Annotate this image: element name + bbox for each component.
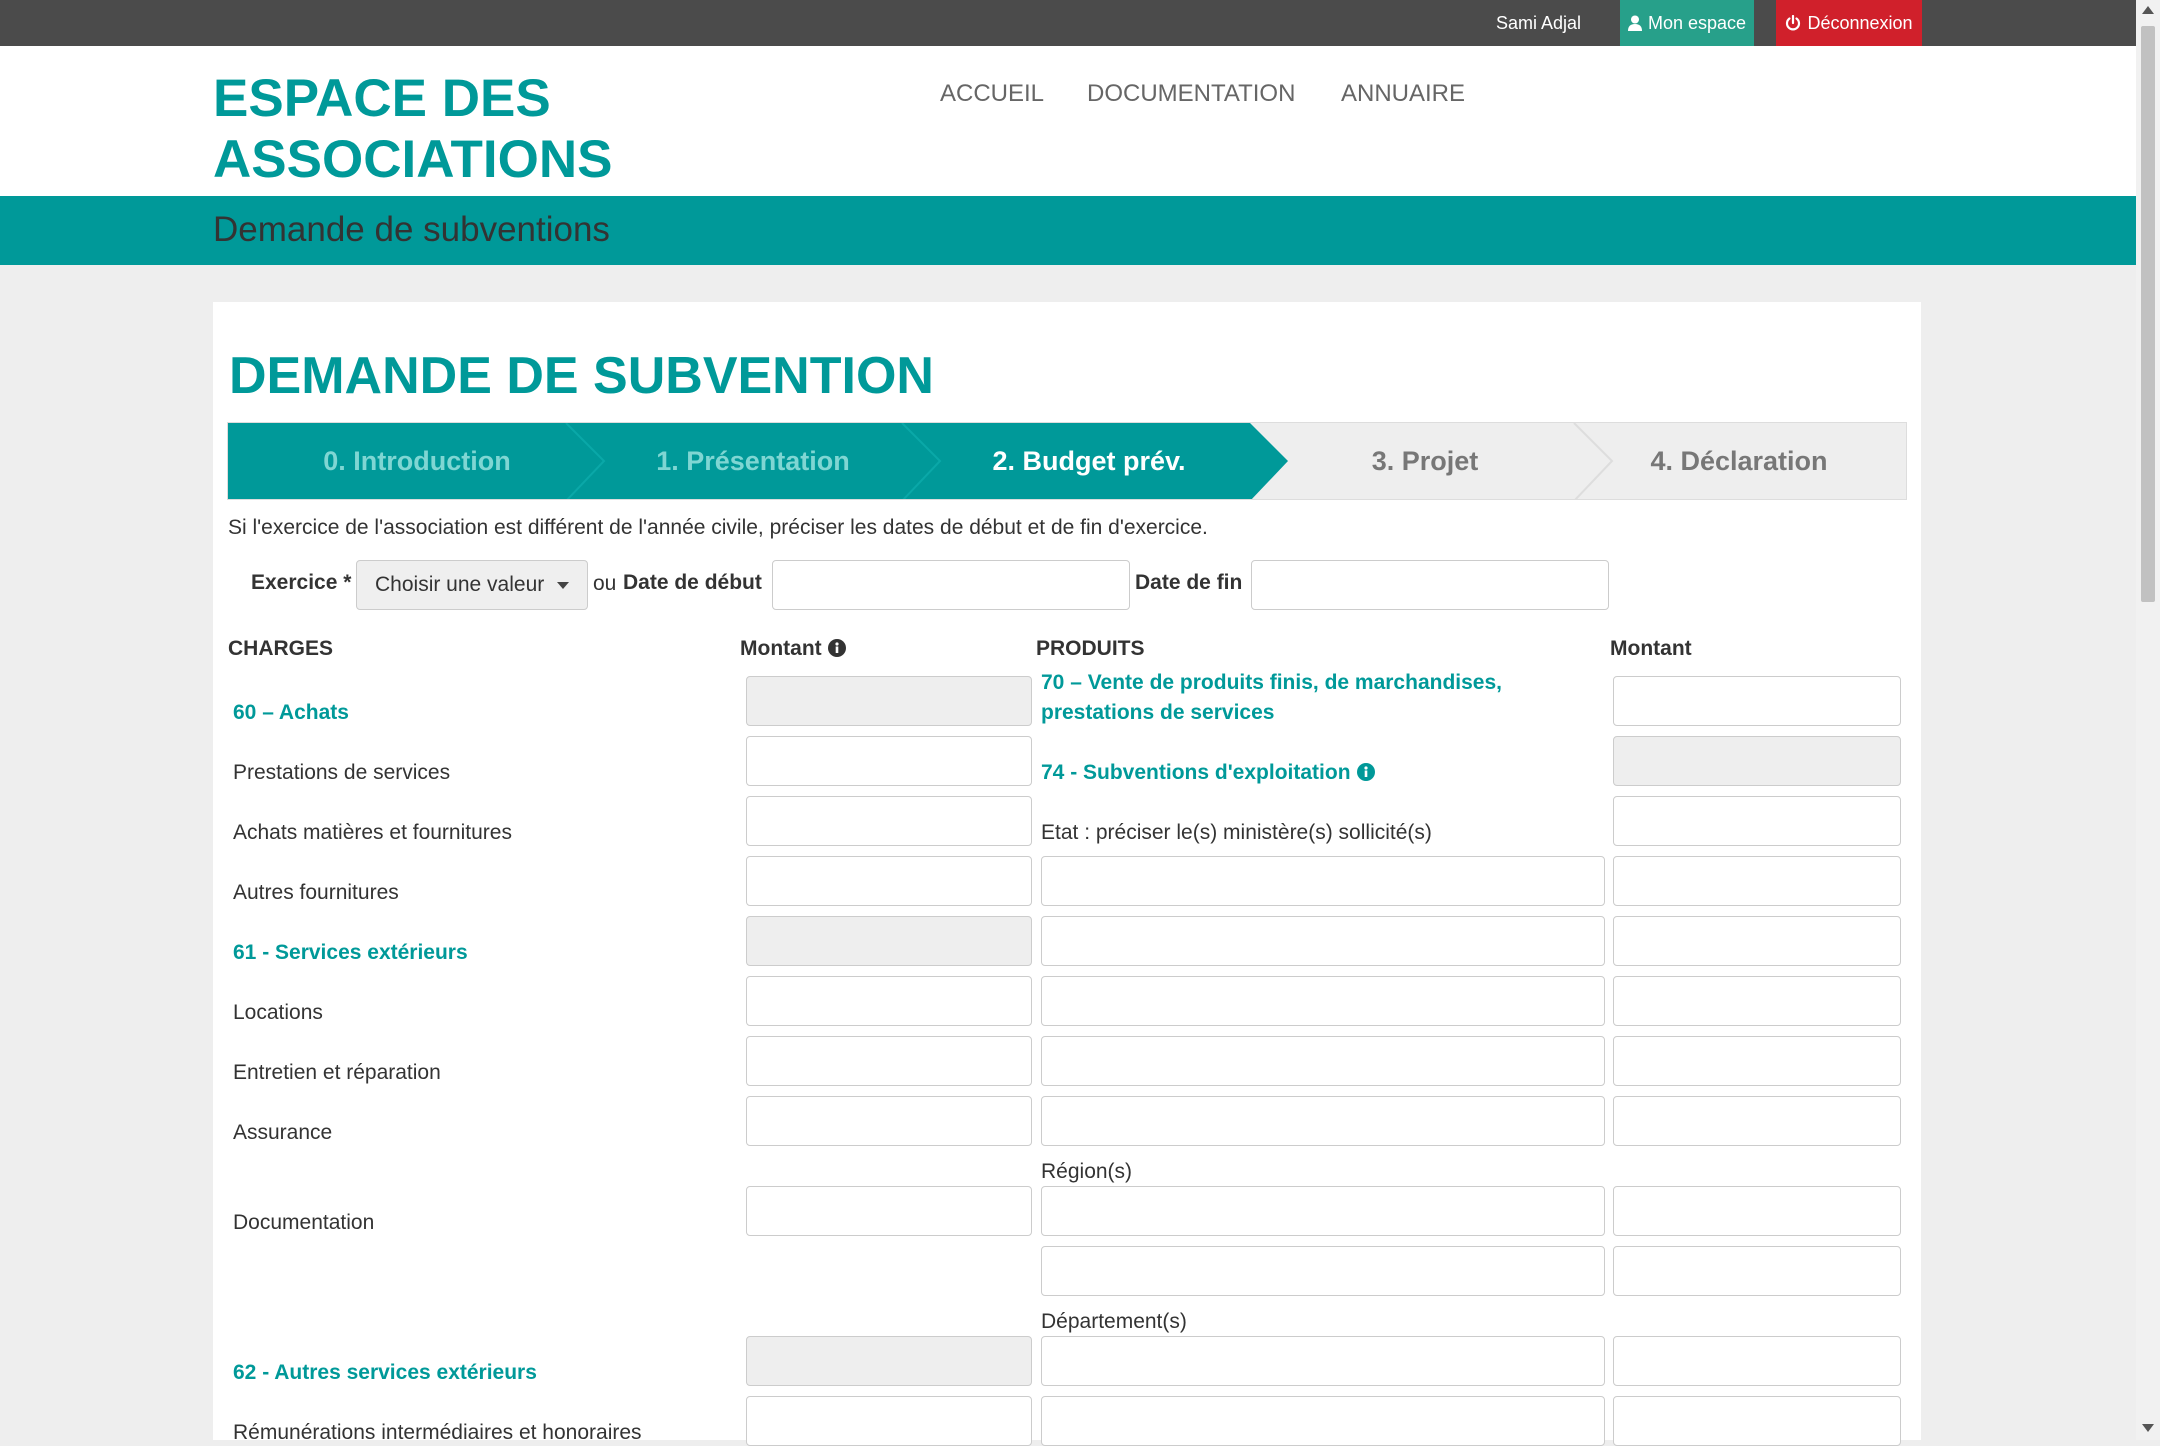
or-label: ou bbox=[593, 572, 617, 595]
montant-header-label: Montant bbox=[740, 637, 822, 660]
intro-text: Si l'exercice de l'association est différent de l'année civile, préciser les dates de début et de fin d'exercice. bbox=[228, 516, 1208, 539]
etat-name-input[interactable] bbox=[1041, 856, 1605, 906]
etat-name-input[interactable] bbox=[1041, 1096, 1605, 1146]
banner-title: Demande de subventions bbox=[213, 210, 610, 249]
departement-name-input[interactable] bbox=[1041, 1336, 1605, 1386]
site-header bbox=[0, 46, 2136, 196]
departement-name-input[interactable] bbox=[1041, 1396, 1605, 1446]
charge-label-documentation: Documentation bbox=[233, 1211, 375, 1234]
scroll-up-arrow-icon[interactable] bbox=[2142, 6, 2154, 14]
produit-amount-etat[interactable] bbox=[1613, 856, 1901, 906]
produit-label-region: Région(s) bbox=[1041, 1160, 1133, 1183]
produit-amount-70[interactable] bbox=[1613, 676, 1901, 726]
nav-annuaire[interactable]: ANNUAIRE bbox=[1341, 80, 1466, 107]
exercice-select[interactable] bbox=[356, 560, 588, 610]
region-name-input[interactable] bbox=[1041, 1186, 1605, 1236]
top-bar bbox=[0, 0, 2136, 46]
produit-label-74 bbox=[1041, 761, 1375, 785]
wizard-steps bbox=[227, 422, 1907, 500]
montant-header-charges bbox=[740, 637, 846, 661]
produit-amount-departement[interactable] bbox=[1613, 1336, 1901, 1386]
produit-label-70-line1: 70 – Vente de produits finis, de marchandises, bbox=[1041, 671, 1502, 694]
step-declaration[interactable]: 4. Déclaration bbox=[1650, 446, 1828, 476]
produit-label-70-line2: prestations de services bbox=[1041, 701, 1275, 724]
my-space-label: Mon espace bbox=[1647, 13, 1747, 33]
charge-label-remunerations: Rémunérations intermédiaires et honoraires bbox=[233, 1421, 642, 1444]
site-logo[interactable] bbox=[213, 68, 733, 190]
etat-name-input[interactable] bbox=[1041, 1036, 1605, 1086]
charge-amount-locations[interactable] bbox=[746, 976, 1032, 1026]
charge-label-assurance: Assurance bbox=[233, 1121, 333, 1144]
region-name-input[interactable] bbox=[1041, 1246, 1605, 1296]
scroll-down-arrow-icon[interactable] bbox=[2142, 1424, 2154, 1432]
exercice-select-value: Choisir une valeur bbox=[375, 573, 545, 596]
caret-down-icon bbox=[557, 582, 569, 589]
page-banner bbox=[0, 196, 2136, 265]
nav-accueil[interactable]: ACCUEIL bbox=[940, 80, 1045, 107]
produit-amount-74 bbox=[1613, 736, 1901, 786]
produit-amount-departement[interactable] bbox=[1613, 1396, 1901, 1446]
logo-line-1: ESPACE DES bbox=[213, 69, 551, 128]
produit-amount-region[interactable] bbox=[1613, 1186, 1901, 1236]
produit-amount-etat[interactable] bbox=[1613, 1096, 1901, 1146]
charge-label-entretien: Entretien et réparation bbox=[233, 1061, 441, 1084]
charge-label-60-achats: 60 – Achats bbox=[233, 701, 349, 724]
date-fin-input[interactable] bbox=[1251, 560, 1609, 610]
charge-amount-entretien[interactable] bbox=[746, 1036, 1032, 1086]
produit-amount-region[interactable] bbox=[1613, 1246, 1901, 1296]
charge-amount-prestations[interactable] bbox=[746, 736, 1032, 786]
scrollbar-thumb[interactable] bbox=[2141, 26, 2155, 602]
produits-header: PRODUITS bbox=[1036, 637, 1145, 660]
date-debut-label: Date de début bbox=[623, 571, 762, 594]
charge-amount-documentation[interactable] bbox=[746, 1186, 1032, 1236]
produit-amount-etat[interactable] bbox=[1613, 796, 1901, 846]
exercice-label: Exercice * bbox=[251, 571, 352, 594]
charge-label-prestations: Prestations de services bbox=[233, 761, 451, 784]
etat-name-input[interactable] bbox=[1041, 976, 1605, 1026]
step-budget[interactable]: 2. Budget prév. bbox=[992, 446, 1186, 476]
step-presentation[interactable]: 1. Présentation bbox=[656, 446, 850, 476]
charge-amount-remunerations[interactable] bbox=[746, 1396, 1032, 1446]
power-icon bbox=[1785, 15, 1801, 31]
charge-amount-autres-fournitures[interactable] bbox=[746, 856, 1032, 906]
user-icon bbox=[1628, 15, 1642, 31]
info-icon[interactable] bbox=[1357, 763, 1375, 781]
scrollbar[interactable] bbox=[2136, 0, 2160, 1440]
charge-amount-60 bbox=[746, 676, 1032, 726]
etat-name-input[interactable] bbox=[1041, 916, 1605, 966]
step-introduction[interactable]: 0. Introduction bbox=[323, 446, 511, 476]
logo-line-2: ASSOCIATIONS bbox=[213, 130, 613, 189]
charge-amount-62 bbox=[746, 1336, 1032, 1386]
form-card bbox=[213, 302, 1921, 1444]
charge-amount-achats-matieres[interactable] bbox=[746, 796, 1032, 846]
nav-documentation[interactable]: DOCUMENTATION bbox=[1087, 80, 1296, 107]
logout-label: Déconnexion bbox=[1807, 13, 1913, 33]
date-fin-label: Date de fin bbox=[1135, 571, 1243, 594]
charge-label-achats-matieres: Achats matières et fournitures bbox=[233, 821, 512, 844]
produit-label-departement: Département(s) bbox=[1041, 1310, 1187, 1333]
user-name[interactable]: Sami Adjal bbox=[1496, 13, 1582, 33]
produit-amount-etat[interactable] bbox=[1613, 916, 1901, 966]
produit-label-etat: Etat : préciser le(s) ministère(s) sollicité(s) bbox=[1041, 821, 1432, 844]
logout-button[interactable] bbox=[1776, 0, 1922, 46]
date-debut-input[interactable] bbox=[772, 560, 1130, 610]
produit-amount-etat[interactable] bbox=[1613, 976, 1901, 1026]
montant-header-produits: Montant bbox=[1610, 637, 1692, 660]
produit-amount-etat[interactable] bbox=[1613, 1036, 1901, 1086]
charges-header: CHARGES bbox=[228, 637, 334, 660]
step-projet[interactable]: 3. Projet bbox=[1371, 446, 1479, 476]
page-title: DEMANDE DE SUBVENTION bbox=[229, 347, 934, 405]
charge-amount-61 bbox=[746, 916, 1032, 966]
charge-label-locations: Locations bbox=[233, 1001, 323, 1024]
charge-label-62-autres: 62 - Autres services extérieurs bbox=[233, 1361, 537, 1384]
charge-amount-assurance[interactable] bbox=[746, 1096, 1032, 1146]
charge-label-autres-fournitures: Autres fournitures bbox=[233, 881, 399, 904]
produit-label-74-text: 74 - Subventions d'exploitation bbox=[1041, 761, 1351, 784]
info-icon[interactable] bbox=[828, 639, 846, 657]
my-space-button[interactable] bbox=[1620, 0, 1754, 46]
charge-label-61-services: 61 - Services extérieurs bbox=[233, 941, 468, 964]
